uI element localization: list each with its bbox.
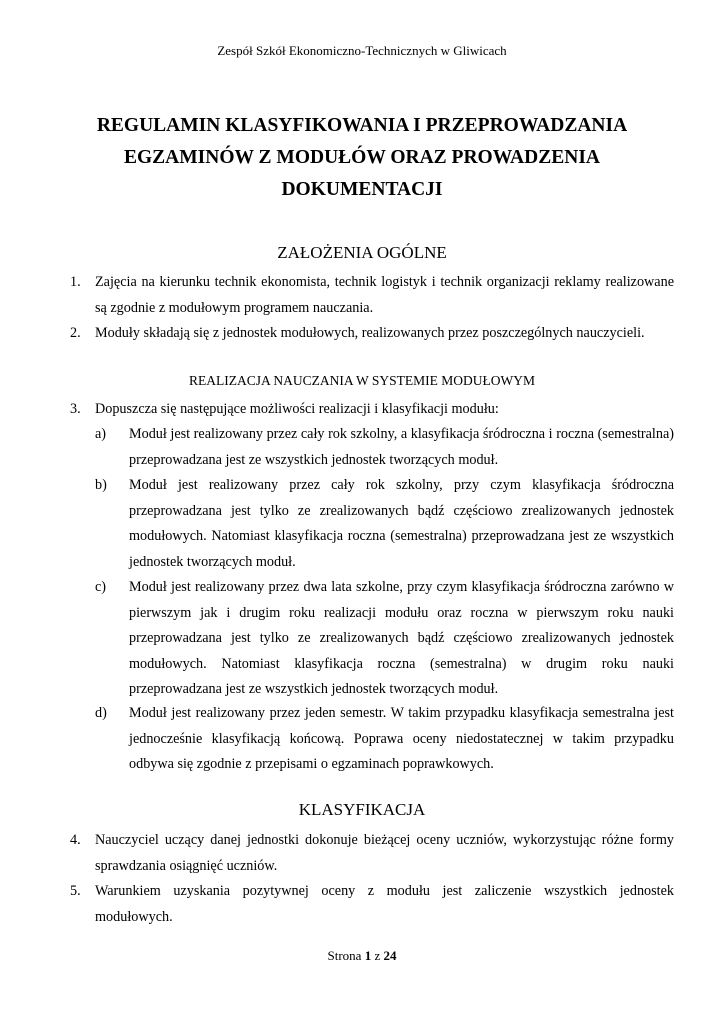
page-separator: z (374, 948, 381, 963)
paragraph-text: Warunkiem uzyskania pozytywnej oceny z modułu jest zaliczenie wszystkich jednostek modułowych. (95, 883, 674, 925)
subitem-c (95, 575, 674, 703)
paragraph-4 (70, 828, 674, 879)
title-line-2: EGZAMINÓW Z MODUŁÓW ORAZ PROWADZENIA (124, 147, 600, 168)
paragraph-1 (70, 270, 674, 321)
page-footer (0, 948, 724, 964)
total-pages: 24 (383, 948, 397, 963)
subitem-text: Moduł jest realizowany przez cały rok szkolny, a klasyfikacja śródroczna i roczna (semestralna) przeprowadzana jest ze wszystkich jednostek tworzących moduł. (129, 426, 674, 468)
title-line-1: REGULAMIN KLASYFIKOWANIA I PRZEPROWADZANIA (96, 115, 628, 136)
document-title (60, 110, 664, 206)
paragraph-number: 1. (70, 274, 81, 290)
paragraph-5 (70, 879, 674, 930)
title-line-3: DOKUMENTACJI (281, 179, 443, 200)
paragraph-text: Zajęcia na kierunku technik ekonomista, technik logistyk i technik organizacji reklamy realizowane są zgodnie z modułowym programem nauczania. (95, 274, 674, 316)
paragraph-text: Dopuszcza się następujące możliwości realizacji i klasyfikacji modułu: (95, 401, 499, 417)
paragraph-number: 5. (70, 883, 81, 899)
paragraph-text: Moduły składają się z jednostek modułowych, realizowanych przez poszczególnych nauczycieli. (95, 325, 645, 341)
paragraph-number: 4. (70, 832, 81, 848)
current-page-number: 1 (364, 948, 372, 963)
subitem-letter: d) (95, 705, 107, 721)
section-heading-classification: KLASYFIKACJA (298, 800, 426, 819)
section-heading-general: ZAŁOŻENIA OGÓLNE (277, 243, 447, 262)
subitem-d (95, 701, 674, 778)
paragraph-3 (70, 397, 674, 423)
page-header: Zespół Szkół Ekonomiczno-Technicznych w Gliwicach (217, 43, 507, 58)
subitem-a (95, 422, 674, 473)
paragraph-2 (70, 321, 674, 347)
subitem-b (95, 473, 674, 575)
subitem-letter: a) (95, 426, 107, 442)
paragraph-number: 2. (70, 325, 81, 341)
subitem-text: Moduł jest realizowany przez cały rok szkolny, przy czym klasyfikacja śródroczna przeprowadzana jest tylko ze zrealizowanych bądź częściowo zrealizowanych jednostek modułowych. Natomiast klasyfikacja roczna (semestralna) przeprowadzana jest ze wszystkich jednostek tworzących moduł. (129, 477, 674, 570)
subitem-letter: b) (95, 477, 107, 493)
paragraph-number: 3. (70, 401, 81, 417)
section-heading-realization: REALIZACJA NAUCZANIA W SYSTEMIE MODUŁOWYM (189, 373, 535, 388)
subitem-text: Moduł jest realizowany przez jeden semestr. W takim przypadku klasyfikacja semestralna jest jednocześnie klasyfikacją końcową. Poprawa oceny niedostatecznej w takim przypadku odbywa się zgodnie z przepisami o egzaminach poprawkowych. (129, 705, 674, 772)
subitem-text: Moduł jest realizowany przez dwa lata szkolne, przy czym klasyfikacja śródroczna zarówno w pierwszym jak i drugim roku realizacji modułu oraz roczna w pierwszym roku nauki przeprowadzana jest tylko ze zrealizowanych bądź częściowo zrealizowanych jednostek modułowych. Natomiast klasyfikacja roczna (semestralna) w drugim roku nauki przeprowadzana jest ze wszystkich jednostek tworzących moduł. (129, 579, 674, 697)
paragraph-text: Nauczyciel uczący danej jednostki dokonuje bieżącej oceny uczniów, wykorzystując różne formy sprawdzania osiągnięć uczniów. (95, 832, 674, 874)
subitem-letter: c) (95, 579, 107, 595)
page-label: Strona (327, 948, 362, 963)
